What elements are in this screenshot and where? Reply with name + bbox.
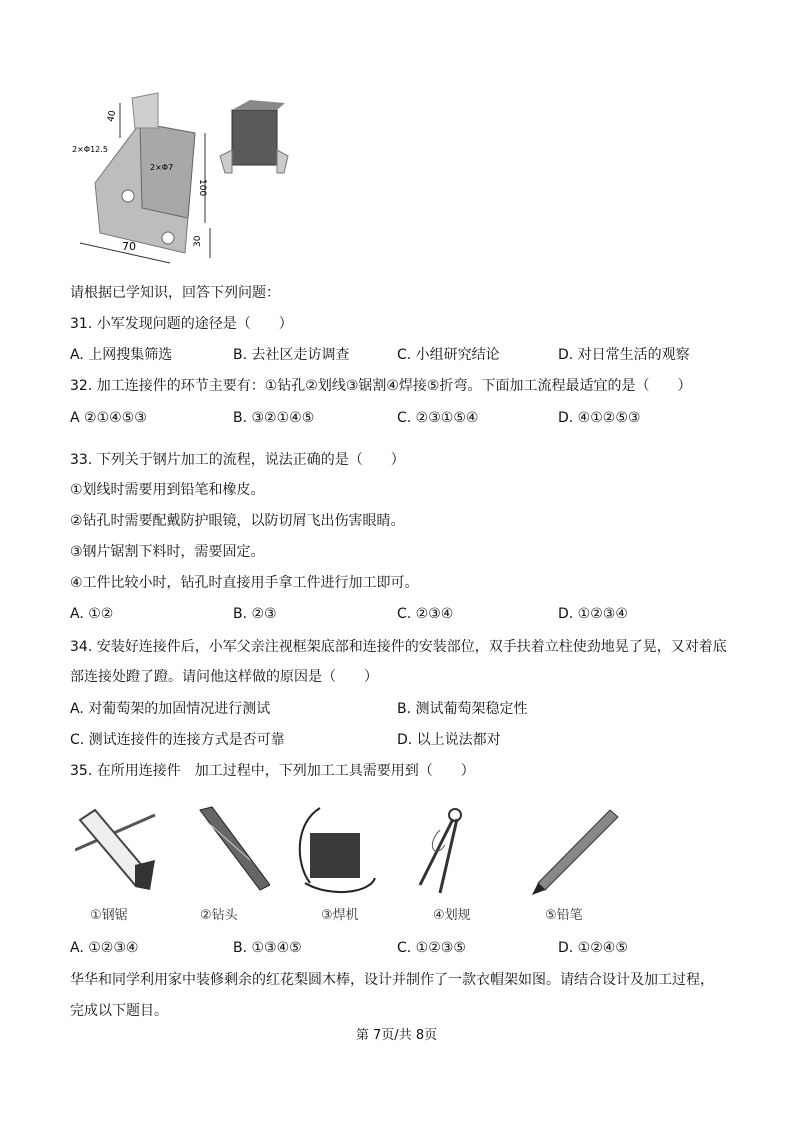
q34-stem-line2: 部连接处蹬了蹬。请问他这样做的原因是（ ） bbox=[70, 669, 378, 685]
pencil-image bbox=[530, 805, 620, 895]
page-footer: 第 7页/共 8页 bbox=[355, 1028, 438, 1043]
q35-option-c: C. ①②③⑤ bbox=[397, 940, 466, 956]
q31-option-a: A. 上网搜集筛选 bbox=[70, 347, 173, 363]
q32-option-a: A ②①④⑤③ bbox=[70, 410, 147, 426]
q32-option-b: B. ③②①④⑤ bbox=[233, 410, 315, 426]
dim-70: 70 bbox=[122, 240, 136, 253]
q31-stem: 31. 小军发现问题的途径是（ ） bbox=[70, 316, 293, 332]
q34-option-c: C. 测试连接件的连接方式是否可靠 bbox=[70, 732, 285, 748]
q32-option-d: D. ④①②⑤③ bbox=[558, 410, 641, 426]
passage-line1: 华华和同学利用家中装修剩余的红花梨圆木棒，设计并制作了一款衣帽架如图。请结合设计及加工过程， bbox=[70, 972, 714, 988]
tool-label-compass: ④划规 bbox=[433, 908, 471, 923]
q35-option-a: A. ①②③④ bbox=[70, 940, 139, 956]
tool-label-welder: ③焊机 bbox=[321, 908, 359, 923]
tool-label-drill-bit: ②钻头 bbox=[200, 908, 238, 923]
dim-hole-large: 2×Φ12.5 bbox=[72, 145, 108, 154]
q35-option-b: B. ①③④⑤ bbox=[233, 940, 302, 956]
q33-option-d: D. ①②③④ bbox=[558, 606, 628, 622]
bracket-figure bbox=[70, 88, 300, 273]
q33-option-a: A. ①② bbox=[70, 606, 114, 622]
q33-option-c: C. ②③④ bbox=[397, 606, 454, 622]
intro-text: 请根据已学知识，回答下列问题： bbox=[70, 285, 280, 301]
q31-option-c: C. 小组研究结论 bbox=[397, 347, 500, 363]
dim-40: 40 bbox=[106, 109, 119, 123]
welder-image bbox=[290, 803, 380, 898]
compass-divider-image bbox=[415, 805, 505, 895]
tool-label-hacksaw: ①钢锯 bbox=[90, 908, 128, 923]
drill-bit-image bbox=[190, 805, 270, 895]
q33-statement-2: ②钻孔时需要配戴防护眼镜，以防切屑飞出伤害眼睛。 bbox=[70, 513, 405, 529]
q34-option-d: D. 以上说法都对 bbox=[397, 732, 501, 748]
passage-line2: 完成以下题目。 bbox=[70, 1003, 168, 1019]
q34-option-a: A. 对葡萄架的加固情况进行测试 bbox=[70, 701, 271, 717]
q31-option-b: B. 去社区走访调查 bbox=[233, 347, 350, 363]
q34-stem-line1: 34. 安装好连接件后，小军父亲注视框架底部和连接件的安装部位，双手扶着立柱使劲地晃了晃，又对着底 bbox=[70, 639, 727, 655]
q35-option-d: D. ①②④⑤ bbox=[558, 940, 628, 956]
q32-stem: 32. 加工连接件的环节主要有：①钻孔②划线③锯割④焊接⑤折弯。下面加工流程最适宜的是（ ） bbox=[70, 378, 692, 394]
q34-option-b: B. 测试葡萄架稳定性 bbox=[397, 701, 528, 717]
q32-option-c: C. ②③①⑤④ bbox=[397, 410, 479, 426]
q33-stem: 33. 下列关于钢片加工的流程，说法正确的是（ ） bbox=[70, 452, 405, 468]
q31-option-d: D. 对日常生活的观察 bbox=[558, 347, 690, 363]
dim-hole-small: 2×Φ7 bbox=[150, 163, 174, 172]
q35-stem: 35. 在所用连接件 加工过程中，下列加工工具需要用到（ ） bbox=[70, 763, 475, 779]
q33-statement-4: ④工件比较小时，钻孔时直接用手拿工件进行加工即可。 bbox=[70, 575, 419, 591]
tool-label-pencil: ⑤铅笔 bbox=[545, 908, 583, 923]
dim-100: 100 bbox=[197, 179, 207, 197]
hacksaw-image bbox=[75, 805, 175, 895]
q33-option-b: B. ②③ bbox=[233, 606, 277, 622]
q33-statement-1: ①划线时需要用到铅笔和橡皮。 bbox=[70, 482, 265, 498]
q33-statement-3: ③钢片锯割下料时，需要固定。 bbox=[70, 544, 265, 560]
dim-30: 30 bbox=[193, 235, 203, 247]
